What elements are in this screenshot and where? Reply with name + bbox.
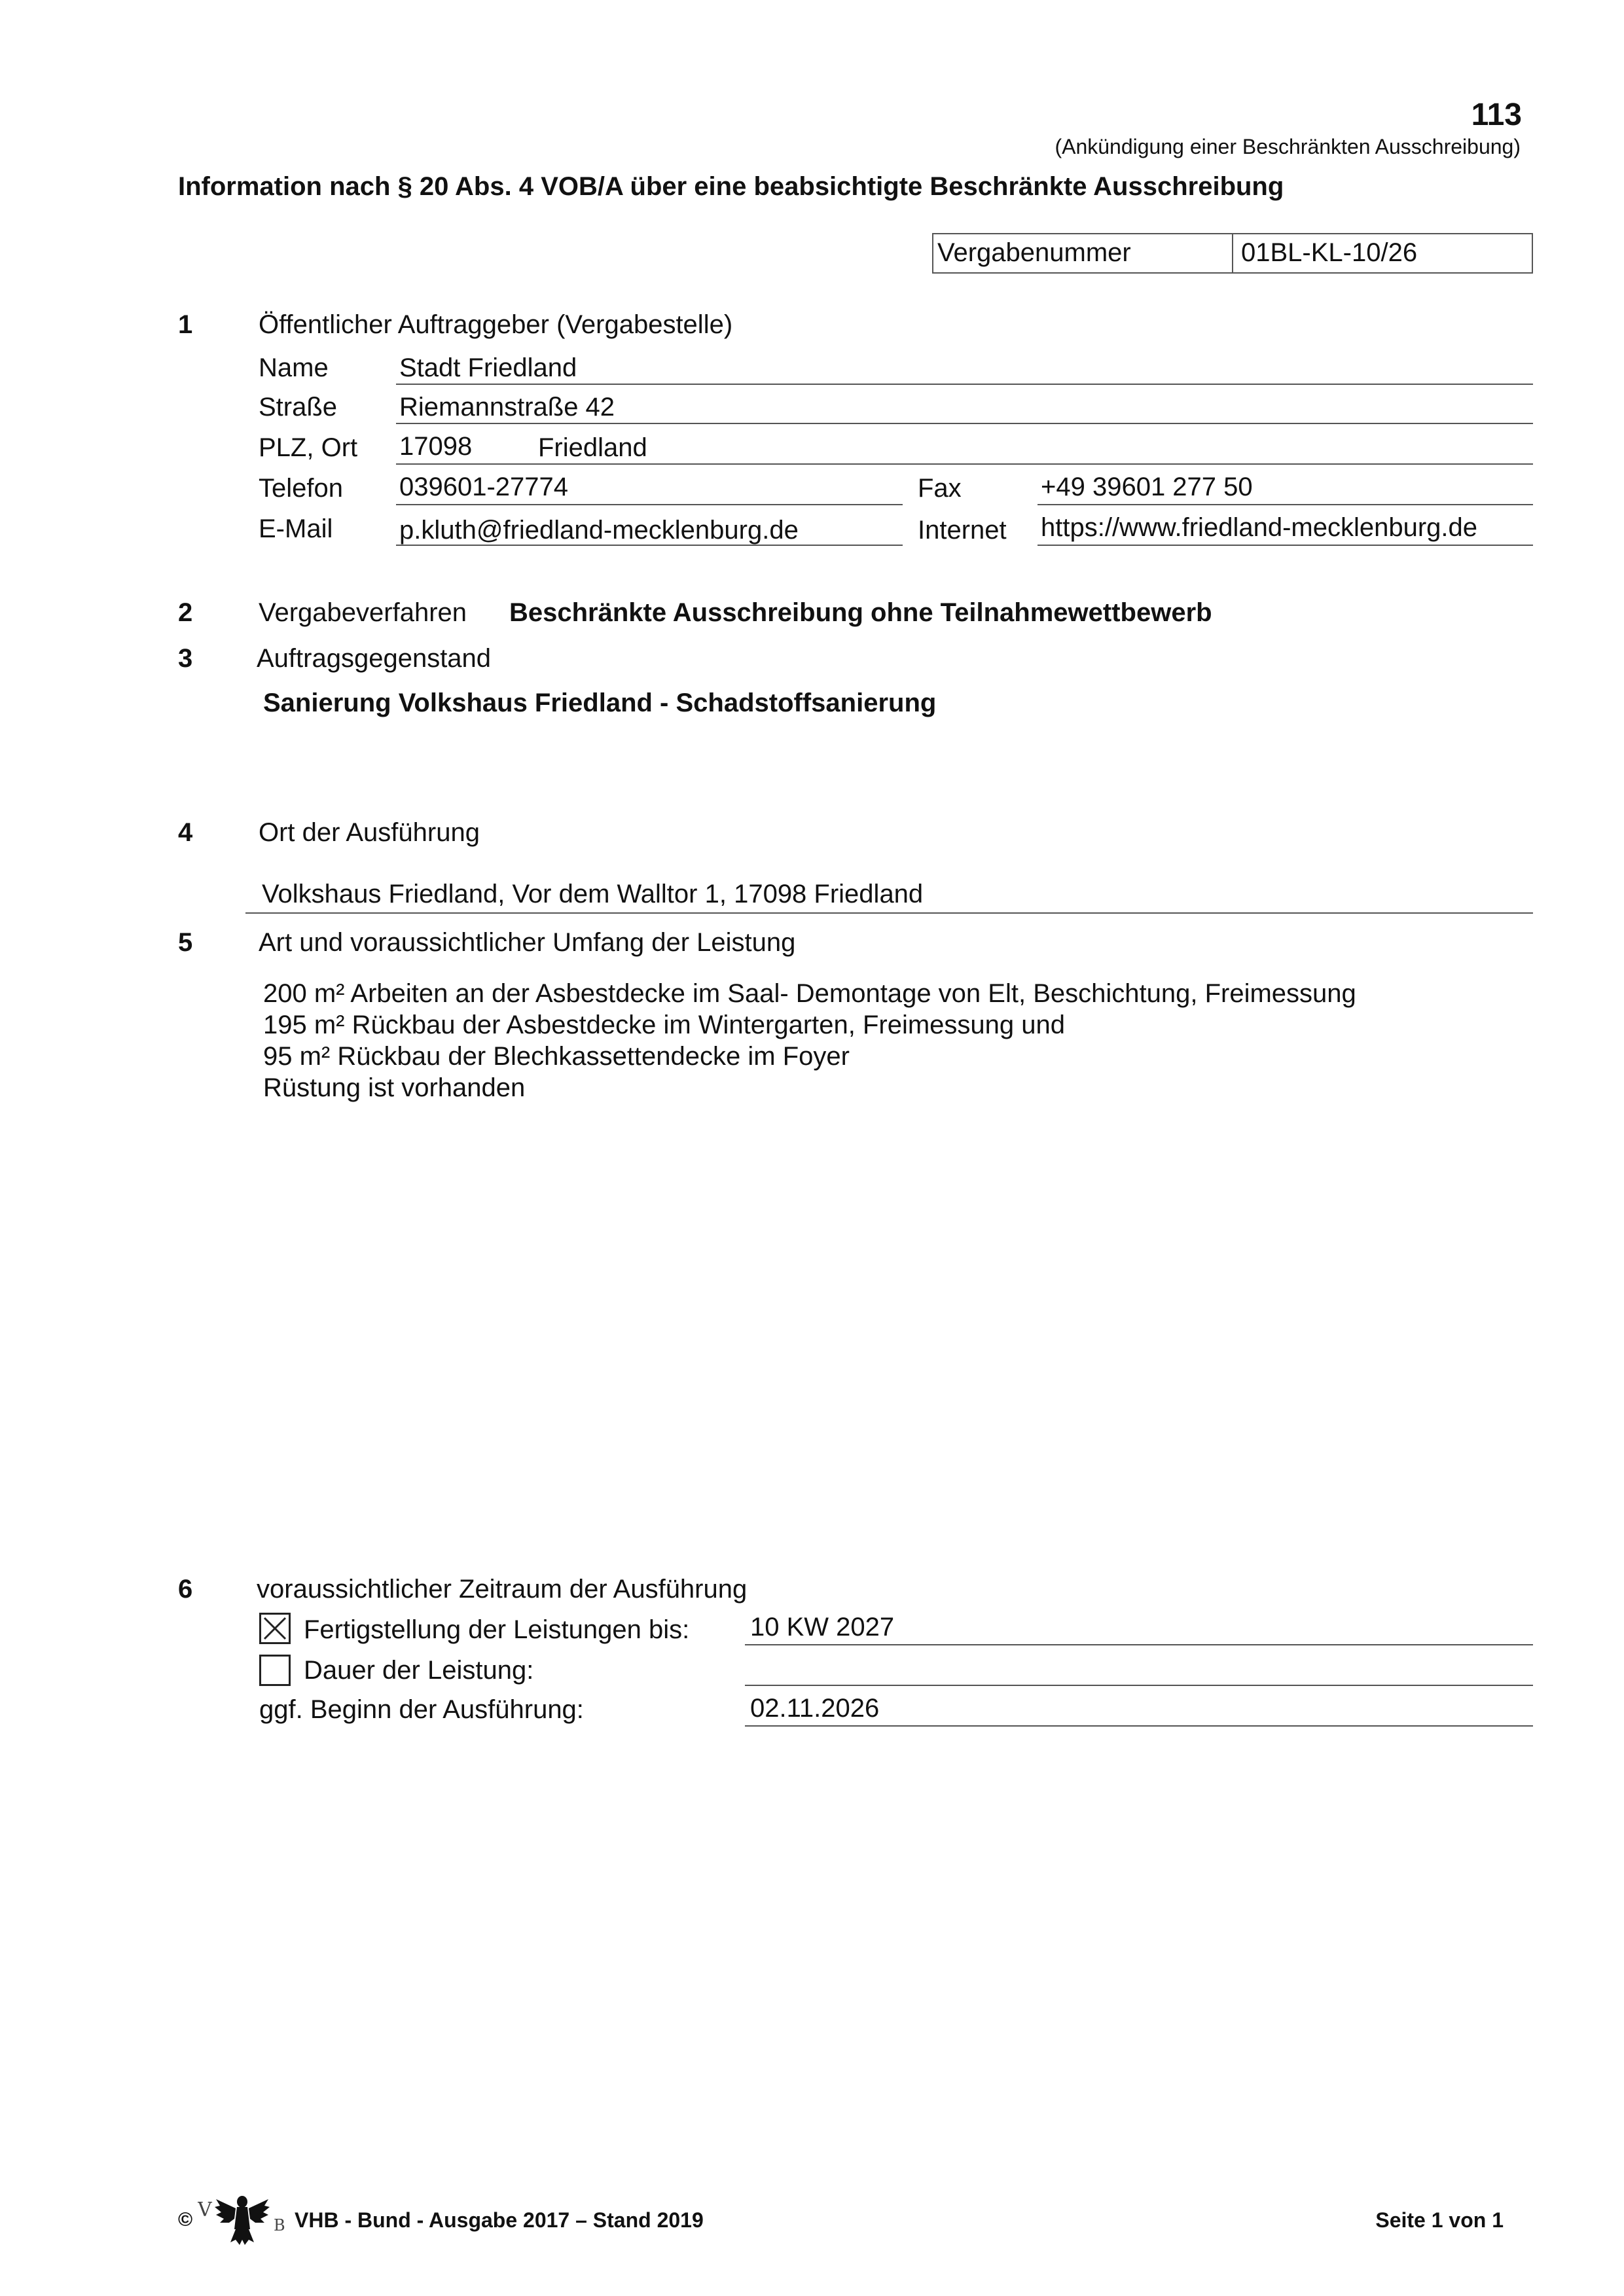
duration-underline [745,1685,1533,1686]
section-number: 2 [178,598,193,627]
section-number: 4 [178,818,193,847]
subject-label: Auftragsgegenstand [257,644,492,673]
plz-label: PLZ, Ort [259,433,358,462]
internet-label: Internet [918,516,1007,545]
page-title: Information nach § 20 Abs. 4 VOB/A über eine beabsichtigte Beschränkte Ausschreibung [178,172,1284,201]
section-number: 5 [178,928,193,957]
eagle-icon [198,2190,287,2246]
procedure-value: Beschränkte Ausschreibung ohne Teilnahmewettbewerb [509,598,1212,627]
section-number: 3 [178,644,193,673]
email-value: p.kluth@friedland-mecklenburg.de [399,516,799,545]
fax-value: +49 39601 277 50 [1041,473,1253,501]
email-underline [396,545,903,546]
scope-label: Art und voraussichtlicher Umfang der Leistung [259,928,796,957]
location-label: Ort der Ausführung [259,818,480,847]
plz-value: 17098 [399,432,473,461]
completion-label: Fertigstellung der Leistungen bis: [304,1615,690,1644]
city-value: Friedland [538,433,647,462]
scope-line: 95 m² Rückbau der Blechkassettendecke im Foyer [263,1042,850,1071]
internet-underline [1038,545,1533,546]
fax-underline [1038,504,1533,505]
completion-checkbox[interactable] [259,1613,291,1644]
start-underline [745,1725,1533,1727]
plz-underline [396,463,1533,465]
form-subtitle: (Ankündigung einer Beschränkten Ausschreibung) [1055,135,1521,158]
completion-underline [745,1644,1533,1645]
scope-line: 200 m² Arbeiten an der Asbestdecke im Saal- Demontage von Elt, Beschichtung, Freimessung [263,979,1356,1008]
street-underline [396,423,1533,424]
svg-text:B: B [274,2216,285,2234]
scope-line: Rüstung ist vorhanden [263,1073,526,1102]
duration-checkbox[interactable] [259,1655,291,1686]
location-value: Volkshaus Friedland, Vor dem Walltor 1, 17098 Friedland [262,880,924,908]
completion-value: 10 KW 2027 [750,1613,895,1641]
scope-line: 195 m² Rückbau der Asbestdecke im Wintergarten, Freimessung und [263,1011,1066,1039]
phone-value: 039601-27774 [399,473,569,501]
street-value: Riemannstraße 42 [399,393,615,422]
street-label: Straße [259,393,338,422]
section-number: 1 [178,310,193,339]
name-underline [396,384,1533,385]
form-number: 113 [1471,98,1522,132]
subject-value: Sanierung Volkshaus Friedland - Schadstoffsanierung [263,689,937,717]
edition-text: VHB - Bund - Ausgabe 2017 – Stand 2019 [295,2208,704,2232]
phone-underline [396,504,903,505]
copyright-mark: © [178,2209,193,2231]
start-value: 02.11.2026 [750,1694,880,1723]
vhb-eagle-logo [198,2190,287,2246]
period-label: voraussichtlicher Zeitraum der Ausführung [257,1575,748,1604]
page-number: Seite 1 von 1 [1375,2208,1504,2232]
vergabenummer-value: 01BL-KL-10/26 [1232,233,1533,274]
fax-label: Fax [918,474,962,503]
internet-value: https://www.friedland-mecklenburg.de [1041,513,1477,542]
name-label: Name [259,353,329,382]
location-underline [245,912,1533,914]
procedure-label: Vergabeverfahren [259,598,467,627]
phone-label: Telefon [259,474,343,503]
duration-label: Dauer der Leistung: [304,1656,534,1685]
section-number: 6 [178,1575,193,1604]
svg-text:V: V [198,2198,212,2221]
section-heading: Öffentlicher Auftraggeber (Vergabestelle) [259,310,733,339]
email-label: E-Mail [259,514,333,543]
start-label: ggf. Beginn der Ausführung: [259,1695,584,1724]
check-x-icon [261,1615,289,1642]
name-value: Stadt Friedland [399,353,577,382]
vergabenummer-label: Vergabenummer [932,233,1233,274]
